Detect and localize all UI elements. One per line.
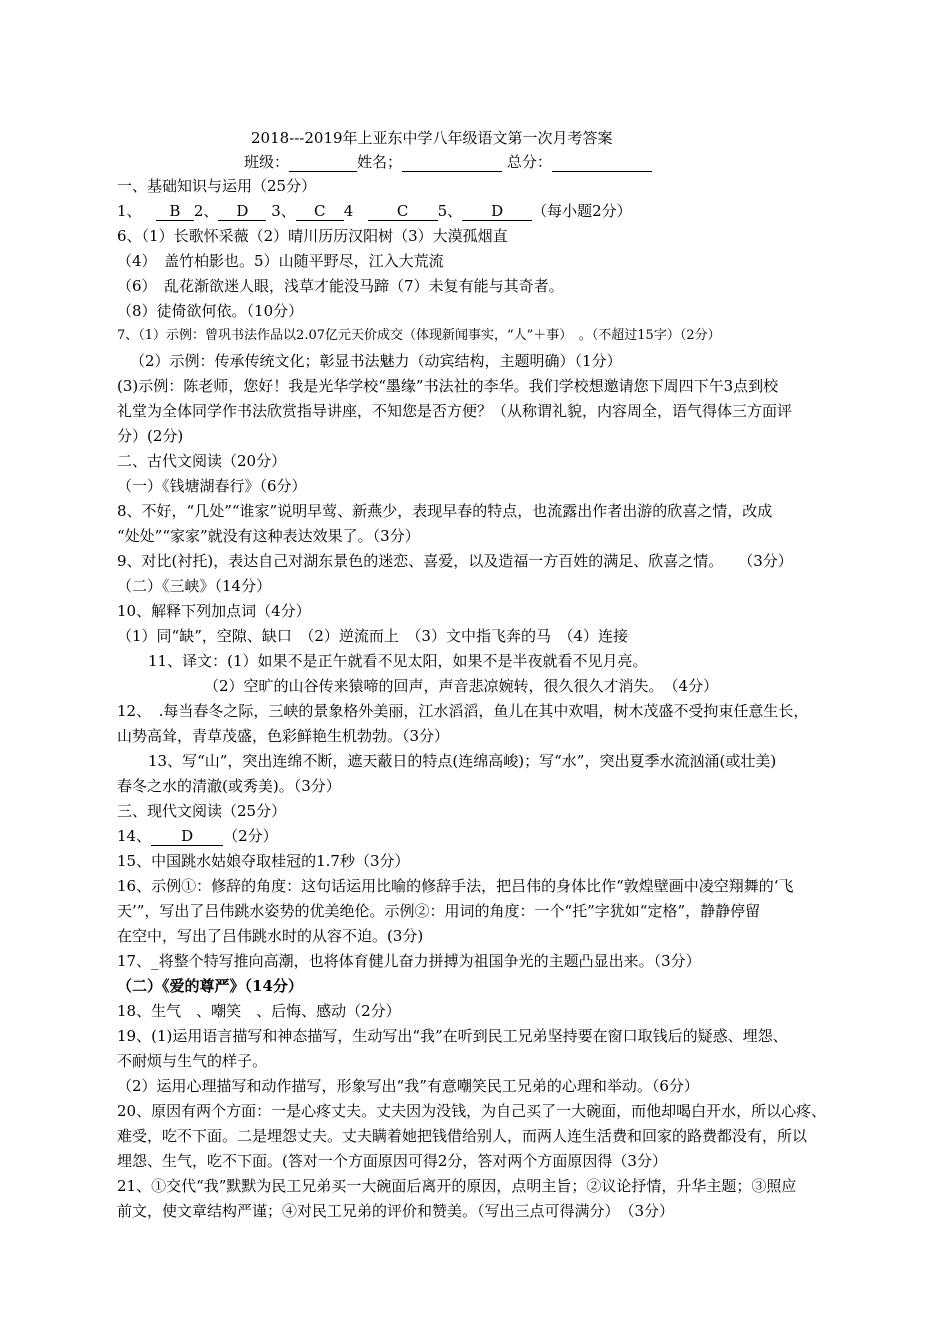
answer-line: 12、 .每当春冬之际，三峡的景象格外美丽，江水滔滔，鱼儿在其中欢唱，树木茂盛不受拘束任意生长， [117,702,809,720]
section-3-heading: 三、现代文阅读（25分） [117,802,287,820]
q14-answer: D [151,827,223,846]
answer-line: 春冬之水的清澈(或秀美)。（3分） [117,777,341,795]
page-title: 2018---2019年上亚东中学八年级语文第一次月考答案 [251,129,613,147]
answer-line: （2）空旷的山谷传来猿啼的回声，声音悲凉婉转，很久很久才消失。 （4分） [204,677,719,695]
subsection-heading: （一）《钱塘湖春行》（6分） [117,477,307,495]
answer-line: “处处”“家家”就没有这种表达效果了。（3分） [117,527,420,545]
answer-line: （4） 盖竹柏影也。5）山随平野尽，江入大荒流 [117,252,444,270]
q4-label: 4 [343,202,354,220]
answer-line: (3)示例：陈老师，您好！我是光华学校“墨缘”书法社的李华。我们学校想邀请您下周四下午3点到校 [117,377,779,395]
answer-line: （6） 乱花渐欲迷人眼，浅草才能没马蹄（7）未复有能与其奇者。 [117,277,564,295]
answer-line: （2）示例：传承传统文化；彰显书法魅力（动宾结构，主题明确）（1分） [130,352,622,370]
answer-line: 11、译文：(1）如果不是正午就看不见太阳，如果不是半夜就看不见月亮。 [148,652,648,670]
q3-label: 3、 [271,202,296,220]
q14-score: （2分） [223,827,278,845]
answer-line: 埋怨、生气，吃不下面。(答对一个方面原因可得2分，答对两个方面原因得（3分） [117,1152,667,1170]
q1-q5-score-note: （每小题2分） [532,202,632,220]
answer-line: （2）运用心理描写和动作描写，形象写出“我”有意嘲笑民工兄弟的心理和举动。（6分） [117,1077,699,1095]
answer-line: （8）徒倚欲何依。（10分） [117,302,304,320]
answer-line: 10、解释下列加点词（4分） [117,602,311,620]
answer-line: 20、原因有两个方面：一是心疼丈夫。丈夫因为没钱，为自己买了一大碗面，而他却喝白开水，所以心疼、 [117,1102,827,1120]
answer-line: （1）同“缺”，空隙、缺口 （2）逆流而上 （3）文中指飞奔的马 （4）连接 [117,627,629,645]
q4-answer: C [368,202,438,221]
subsection-heading: （二）《爱的尊严》（14分） [117,977,303,995]
answer-line: 9、对比(衬托)，表达自己对湖东景色的迷恋、喜爱，以及造福一方百姓的满足、欣喜之情。 （3分） [117,552,793,570]
answer-line: 15、中国跳水姑娘夺取桂冠的1.7秒（3分） [117,852,410,870]
answer-line: 7、（1）示例：曾巩书法作品以2.07亿元天价成交（体现新闻事实，“人”＋事） 。（不超过15字）（2分） [117,328,721,343]
answer-line: 山势高耸，青草茂盛，色彩鲜艳生机勃勃。（3分） [117,727,450,745]
answer-line: 不耐烦与生气的样子。 [117,1052,268,1070]
answer-line: 19、(1)运用语言描写和神态描写，生动写出“我”在听到民工兄弟坚持要在窗口取钱后的疑惑、埋怨、 [117,1027,788,1045]
score-blank[interactable] [552,153,652,172]
answer-line: 13、写“山”，突出连绵不断，遮天蔽日的特点(连绵高峻)；写“水”，突出夏季水流汹涌(或壮美) [148,752,777,770]
class-blank[interactable] [289,153,357,172]
score-label: 总分： [506,153,552,171]
q14-label: 14、 [117,827,152,845]
header-fields [244,151,652,173]
answer-line: 8、不好，“几处”“谁家”说明早莺、新燕少，表现早春的特点，也流露出作者出游的欣喜之情，改成 [117,502,773,520]
answer-line: 16、示例①：修辞的角度：这句话运用比喻的修辞手法，把吕伟的身体比作“敦煌壁画中凌空翔舞的‘飞 [117,877,794,895]
q1-label: 1、 [117,202,142,220]
answer-q14 [117,825,278,847]
section-1-heading: 一、基础知识与运用（25分） [117,177,317,195]
answer-line: 天’”，写出了吕伟跳水姿势的优美绝伦。示例②：用词的角度：一个“托”字犹如“定格”，静静停留 [117,902,761,920]
class-label: 班级： [244,153,290,171]
q5-label: 5、 [437,202,463,220]
answer-line: 礼堂为全体同学作书法欣赏指导讲座，不知您是否方便？（从称谓礼貌，内容周全，语气得体三方面评 [117,402,793,420]
q2-label: 2、 [193,202,219,220]
answer-line: 在空中，写出了吕伟跳水时的从容不迫。(3分) [117,927,424,945]
answer-line: 6、（1）长歌怀采薇（2）晴川历历汉阳树（3）大漠孤烟直 [117,227,508,245]
answer-line: 17、_将整个特写推向高潮，也将体育健儿奋力拼搏为祖国争光的主题凸显出来。（3分） [117,952,701,970]
answer-line: 21、①交代“我”默默为民工兄弟买一大碗面后离开的原因，点明主旨；②议论抒情，升华主题；③照应 [117,1177,797,1195]
answers-q1-q5 [117,200,632,222]
q1-answer: B [156,202,194,221]
answer-line: 分）(2分) [117,427,184,445]
name-label: 姓名； [357,153,403,171]
section-2-heading: 二、古代文阅读（20分） [117,452,287,470]
name-blank[interactable] [402,153,502,172]
q2-answer: D [218,202,266,221]
q5-answer: D [462,202,532,221]
q3-answer: C [296,202,344,221]
subsection-heading: （二）《三峡》（14分） [117,577,272,595]
answer-line: 18、生气 、嘲笑 、后悔、感动（2分） [117,1002,401,1020]
answer-line: 难受，吃不下面。二是埋怨丈夫。丈夫瞒着她把钱借给别人，而两人连生活费和回家的路费都没有，所以 [117,1127,808,1145]
answer-line: 前文，使文章结构严谨；④对民工兄弟的评价和赞美。（写出三点可得满分） （3分） [117,1202,675,1220]
